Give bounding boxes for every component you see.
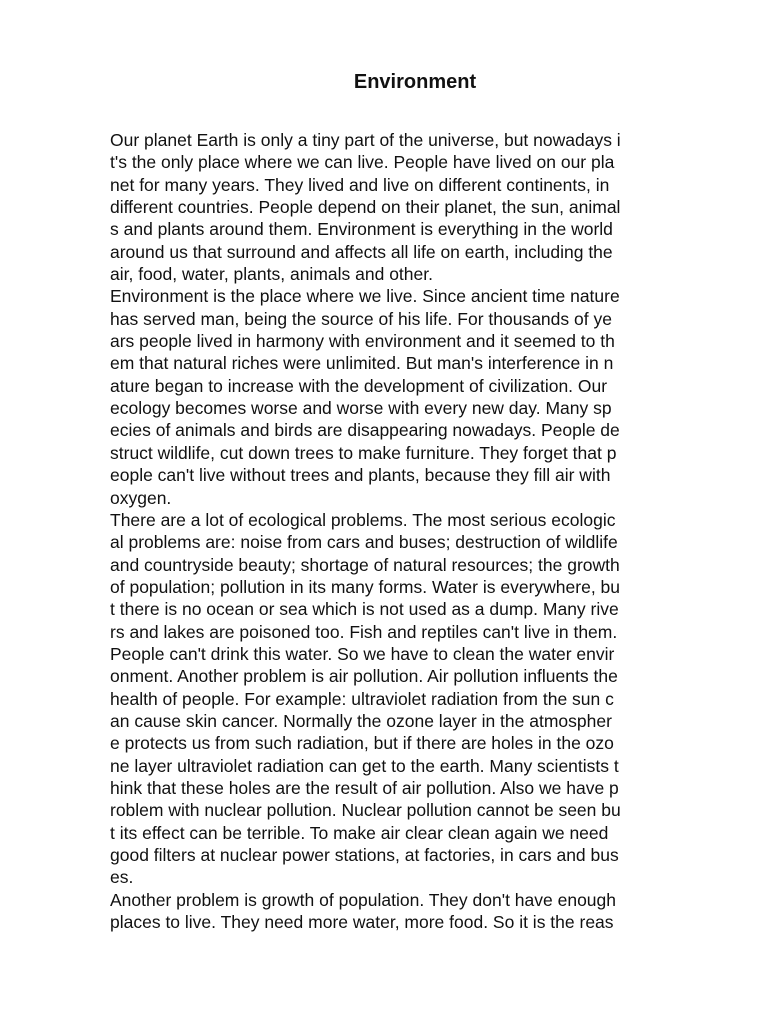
text-line: t's the only place where we can live. People have lived on our pla — [110, 152, 615, 173]
text-line: air, food, water, plants, animals and other. — [110, 264, 433, 285]
text-line: em that natural riches were unlimited. But man's interference in n — [110, 353, 614, 374]
text-line: s and plants around them. Environment is everything in the world — [110, 219, 613, 240]
text-line: People can't drink this water. So we have to clean the water envir — [110, 643, 615, 664]
text-line: ne layer ultraviolet radiation can get to the earth. Many scientists t — [110, 755, 619, 776]
text-line: net for many years. They lived and live on different continents, in — [110, 174, 610, 195]
text-line: Another problem is growth of population. They don't have enough — [110, 889, 616, 910]
text-line: onment. Another problem is air pollution. Air pollution influents the — [110, 666, 618, 687]
text-line: has served man, being the source of his life. For thousands of ye — [110, 308, 612, 329]
text-line: Our planet Earth is only a tiny part of the universe, but nowadays i — [110, 130, 621, 150]
text-line: Environment is the place where we live. Since ancient time nature — [110, 286, 620, 307]
text-line: good filters at nuclear power stations, at factories, in cars and bus — [110, 845, 619, 865]
text-line: ecology becomes worse and worse with every new day. Many sp — [110, 398, 612, 419]
text-line: around us that surround and affects all life on earth, including the — [110, 241, 613, 262]
text-line: es. — [110, 867, 134, 888]
text-line: t there is no ocean or sea which is not used as a dump. Many rive — [110, 599, 619, 620]
document-body — [110, 129, 722, 933]
text-line: health of people. For example: ultraviolet radiation from the sun c — [110, 688, 614, 709]
text-line: hink that these holes are the result of air pollution. Also we have p — [110, 777, 619, 798]
text-line: eople can't live without trees and plants, because they fill air with — [110, 465, 611, 486]
text-line: of population; pollution in its many forms. Water is everywhere, bu — [110, 576, 621, 597]
text-line: roblem with nuclear pollution. Nuclear pollution cannot be seen bu — [110, 800, 621, 821]
text-line: al problems are: noise from cars and buses; destruction of wildlife — [110, 532, 618, 553]
text-line: struct wildlife, cut down trees to make furniture. They forget that p — [110, 442, 617, 463]
text-line: e protects us from such radiation, but if there are holes in the ozo — [110, 733, 614, 754]
text-line: rs and lakes are poisoned too. Fish and reptiles can't live in them. — [110, 621, 618, 642]
text-line: ars people lived in harmony with environment and it seemed to th — [110, 331, 615, 352]
text-line: ature began to increase with the development of civilization. Our — [110, 375, 608, 396]
text-line: an cause skin cancer. Normally the ozone layer in the atmospher — [110, 710, 612, 731]
text-line: There are a lot of ecological problems. The most serious ecologic — [110, 509, 616, 530]
text-line: different countries. People depend on their planet, the sun, animal — [110, 197, 621, 218]
text-line: ecies of animals and birds are disappearing nowadays. People de — [110, 420, 620, 441]
text-line: and countryside beauty; shortage of natural resources; the growth — [110, 554, 620, 575]
text-line: oxygen. — [110, 487, 172, 508]
text-line: places to live. They need more water, more food. So it is the reas — [110, 912, 614, 933]
text-line: t its effect can be terrible. To make air clear clean again we need — [110, 822, 609, 843]
document-title: Environment — [353, 71, 477, 93]
